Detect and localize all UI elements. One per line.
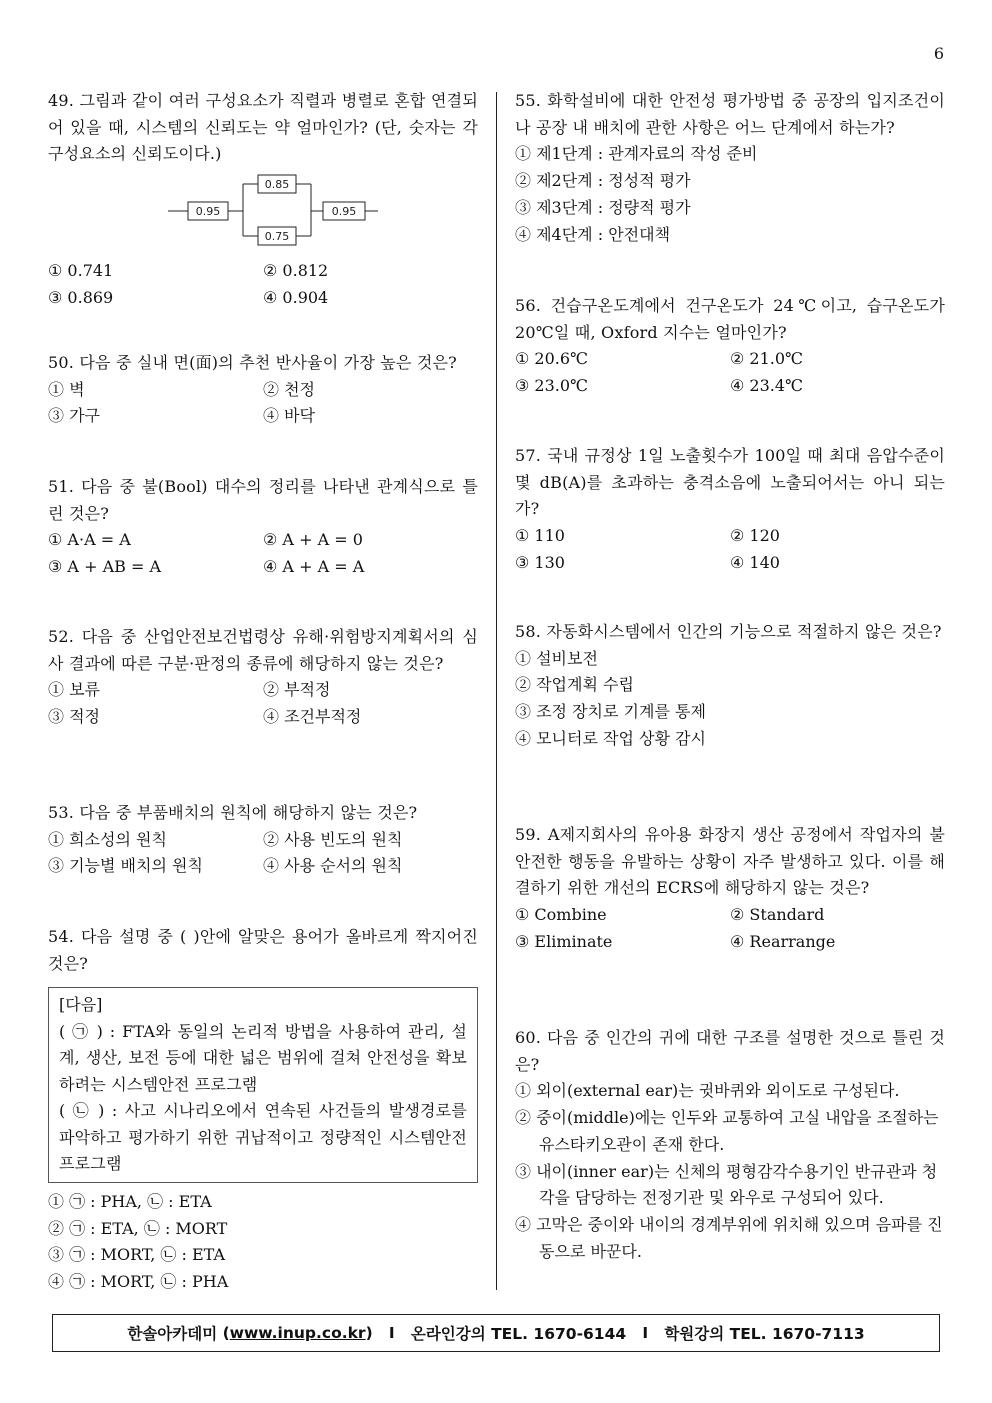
question-stem: 56. 건습구온도계에서 건구온도가 24℃이고, 습구온도가 20℃일 때, Oxford 지수는 얼마인가? <box>515 296 945 342</box>
question-51 <box>48 474 478 581</box>
question-stem: 58. 자동화시스템에서 인간의 기능으로 적절하지 않은 것은? <box>515 622 942 641</box>
options <box>48 1189 478 1296</box>
option-1: ① ㉠ : PHA, ㉡ : ETA <box>48 1191 212 1211</box>
option-1: ① 벽 <box>48 379 85 399</box>
options <box>515 646 945 753</box>
option-3: ③ 130 <box>515 552 565 572</box>
option-2: ② 21.0℃ <box>730 349 803 369</box>
option-4: ④ ㉠ : MORT, ㉡ : PHA <box>48 1272 229 1292</box>
question-53 <box>48 800 478 880</box>
footer-banner: 한솔아카데미 ( www.inup.co.kr ) I 온라인강의 TEL. 1670-6144 I 학원강의 TEL. 1670-7113 <box>52 1314 940 1352</box>
question-59 <box>515 822 945 956</box>
option-2: ② 제2단계 : 정성적 평가 <box>515 171 691 191</box>
question-stem: 55. 화학설비에 대한 안전성 평가방법 중 공장의 입지조건이나 공장 내 배치에 관한 사항은 어느 단계에서 하는가? <box>515 91 945 137</box>
option-3: ③ A + AB = A <box>48 557 162 577</box>
option-4: ④ 0.904 <box>263 287 329 307</box>
option-3: ③ 제3단계 : 정량적 평가 <box>515 197 691 217</box>
option-2: ② 작업계획 수립 <box>515 675 634 695</box>
options <box>515 346 945 399</box>
option-2: ② 사용 빈도의 원칙 <box>263 829 403 849</box>
option-3: ③ 내이(inner ear)는 신체의 평형감각수용기인 반규관과 청각을 담당하는 전정기관 및 와우로 구성되어 있다. <box>515 1161 938 1208</box>
option-1: ① 희소성의 원칙 <box>48 829 167 849</box>
column-divider <box>496 92 497 1290</box>
page-number: 6 <box>933 44 944 63</box>
reference-box <box>48 987 478 1183</box>
separator: I <box>642 1324 649 1342</box>
website-link[interactable]: www.inup.co.kr <box>229 1324 366 1342</box>
option-1: ① 110 <box>515 526 565 546</box>
options <box>515 1078 945 1265</box>
question-54 <box>48 924 478 1296</box>
box-title: [다음] <box>59 995 103 1015</box>
options <box>515 523 945 576</box>
option-2: ② 중이(middle)에는 인두와 교통하여 고실 내압을 조절하는 유스타키오관이 존재 한다. <box>515 1108 939 1154</box>
option-1: ① 제1단계 : 관계자료의 작성 준비 <box>515 144 758 164</box>
option-1: ① 보류 <box>48 680 100 700</box>
option-4: ④ 제4단계 : 안전대책 <box>515 224 671 244</box>
offline-lecture-tel: 학원강의 TEL. 1670-7113 <box>664 1325 865 1343</box>
options <box>515 141 945 248</box>
option-2: ② 0.812 <box>263 261 329 281</box>
question-52 <box>48 624 478 731</box>
option-4: ④ 사용 순서의 원칙 <box>263 856 403 876</box>
question-stem: 51. 다음 중 불(Bool) 대수의 정리를 나타낸 관계식으로 틀린 것은? <box>48 477 478 523</box>
option-2: ② 120 <box>730 526 780 546</box>
option-3: ③ 조정 장치로 기계를 통제 <box>515 702 706 722</box>
reliability-diagram <box>168 174 378 256</box>
question-49 <box>48 88 478 312</box>
question-stem: 50. 다음 중 실내 면(面)의 추천 반사율이 가장 높은 것은? <box>48 353 457 372</box>
box-item-b: ( ㉡ ) : 사고 시나리오에서 연속된 사건들의 발생경로를 파악하고 평가하기 위한 귀납적이고 정량적인 시스템안전 프로그램 <box>59 1101 467 1174</box>
option-4: ④ 140 <box>730 552 780 572</box>
option-2: ② 부적정 <box>263 680 331 700</box>
option-4: ④ 모니터로 작업 상황 감시 <box>515 728 706 748</box>
component-bottom-value: 0.75 <box>264 230 290 244</box>
component-left-value: 0.95 <box>195 205 221 219</box>
question-57 <box>515 443 945 577</box>
option-4: ④ 고막은 중이와 내이의 경계부위에 위치해 있으며 음파를 진동으로 바꾼다. <box>515 1214 943 1261</box>
option-3: ③ 기능별 배치의 원칙 <box>48 856 203 876</box>
question-58 <box>515 619 945 753</box>
option-3: ③ 23.0℃ <box>515 376 588 396</box>
question-stem: 49. 그림과 같이 여러 구성요소가 직렬과 병렬로 혼합 연결되어 있을 때, 시스템의 신뢰도는 약 얼마인가? (단, 숫자는 각 구성요소의 신뢰도이다.) <box>48 91 478 164</box>
option-1: ① 외이(external ear)는 귓바퀴와 외이도로 구성된다. <box>515 1081 900 1101</box>
option-3: ③ 가구 <box>48 406 100 426</box>
option-1: ① A·A = A <box>48 530 131 550</box>
options <box>48 258 478 311</box>
question-50 <box>48 350 478 430</box>
question-stem: 54. 다음 설명 중 ( )안에 알맞은 용어가 올바르게 짝지어진 것은? <box>48 927 478 973</box>
online-lecture-tel: 온라인강의 TEL. 1670-6144 <box>410 1325 627 1343</box>
option-4: ④ 조건부적정 <box>263 707 362 727</box>
component-right-value: 0.95 <box>331 205 357 219</box>
option-4: ④ Rearrange <box>730 931 836 951</box>
academy-name: 한솔아카데미 <box>127 1325 218 1343</box>
option-1: ① 설비보전 <box>515 648 598 668</box>
question-stem: 57. 국내 규정상 1일 노출횟수가 100일 때 최대 음압수준이 몇 dB(A)를 초과하는 충격소음에 노출되어서는 아니 되는가? <box>515 446 945 519</box>
option-3: ③ 적정 <box>48 707 100 727</box>
options <box>48 527 478 580</box>
option-4: ④ 바닥 <box>263 406 315 426</box>
question-60 <box>515 1025 945 1265</box>
options <box>515 902 945 955</box>
box-item-a: ( ㉠ ) : FTA와 동일의 논리적 방법을 사용하여 관리, 설계, 생산, 보전 등에 대한 넓은 범위에 걸쳐 안전성을 확보하려는 시스템안전 프로그램 <box>59 1021 467 1094</box>
option-3: ③ Eliminate <box>515 931 613 951</box>
question-stem: 60. 다음 중 인간의 귀에 대한 구조를 설명한 것으로 틀린 것은? <box>515 1028 945 1074</box>
separator: I <box>388 1324 395 1342</box>
question-stem: 52. 다음 중 산업안전보건법령상 유해·위험방지계획서의 심사 결과에 따른 구분·판정의 종류에 해당하지 않는 것은? <box>48 627 478 673</box>
option-4: ④ 23.4℃ <box>730 376 803 396</box>
options <box>48 377 478 430</box>
options <box>48 677 478 730</box>
option-3: ③ 0.869 <box>48 287 114 307</box>
question-56 <box>515 293 945 400</box>
option-1: ① 0.741 <box>48 261 114 281</box>
question-stem: 53. 다음 중 부품배치의 원칙에 해당하지 않는 것은? <box>48 803 418 822</box>
options <box>48 827 478 880</box>
option-4: ④ A + A = A <box>263 557 365 577</box>
option-3: ③ ㉠ : MORT, ㉡ : ETA <box>48 1245 226 1265</box>
component-top-value: 0.85 <box>264 178 290 192</box>
option-2: ② Standard <box>730 905 825 925</box>
option-2: ② 천정 <box>263 379 315 399</box>
option-1: ① Combine <box>515 905 607 925</box>
question-55 <box>515 88 945 248</box>
option-2: ② ㉠ : ETA, ㉡ : MORT <box>48 1218 228 1238</box>
option-2: ② A + A = 0 <box>263 530 363 550</box>
option-1: ① 20.6℃ <box>515 349 588 369</box>
question-stem: 59. A제지회사의 유아용 화장지 생산 공정에서 작업자의 불안전한 행동을 유발하는 상황이 자주 발생하고 있다. 이를 해결하기 위한 개선의 ECRS에 해당하지 않는 것은? <box>515 825 945 898</box>
